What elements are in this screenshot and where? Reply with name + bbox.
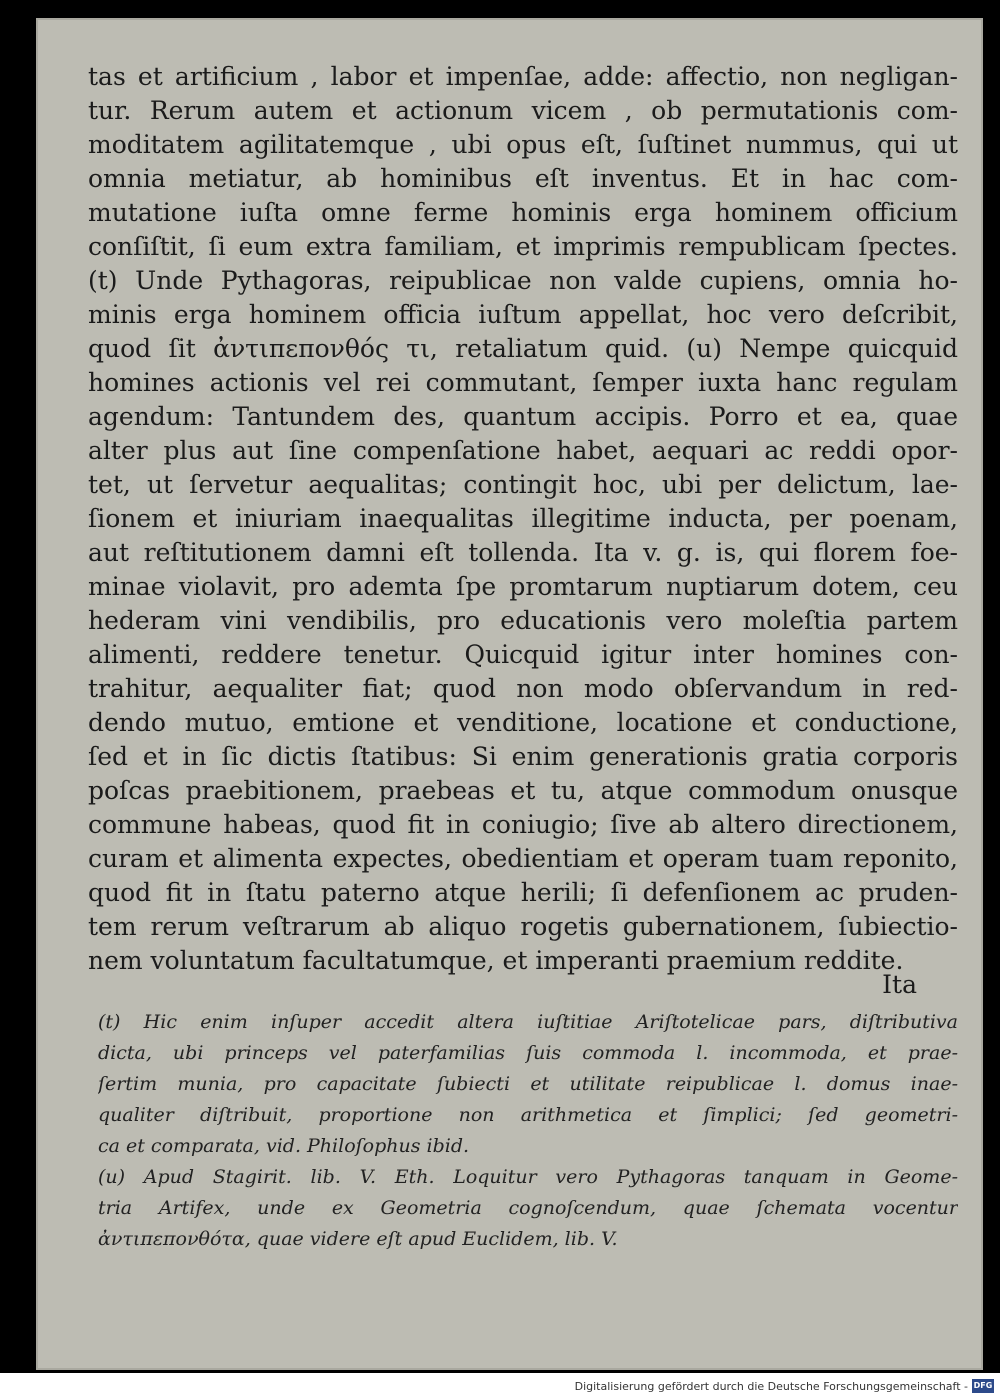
footnotes bbox=[98, 1007, 958, 1255]
text-line: mutatione iuſta omne ferme hominis erga hominem officium bbox=[88, 198, 958, 227]
text-line: minis erga hominem officia iuſtum appellat, hoc vero deſcribit, bbox=[88, 300, 958, 329]
text-line: aut reſtitutionem damni eſt tollenda. Ita v. g. is, qui florem foe- bbox=[88, 538, 958, 567]
book-page bbox=[36, 18, 983, 1370]
text-line: hederam vini vendibilis, pro educationis vero moleſtia partem bbox=[88, 606, 958, 635]
footnote-line: qualiter diſtribuit, proportione non arithmetica et ſimplici; ſed geometri- bbox=[98, 1104, 958, 1126]
text-line: poſcas praebitionem, praebeas et tu, atque commodum onusque bbox=[88, 776, 958, 805]
text-line: moditatem agilitatemque , ubi opus eſt, ſuſtinet nummus, qui ut bbox=[88, 130, 958, 159]
main-text bbox=[88, 60, 958, 978]
footnote-line: tria Artifex, unde ex Geometria cognoſcendum, quae ſchemata vocentur bbox=[98, 1197, 958, 1219]
text-line: trahitur, aequaliter fiat; quod non modo obſervandum in red- bbox=[88, 674, 958, 703]
footnote-line: dicta, ubi princeps vel paterfamilias ſuis commoda l. incommoda, et prae- bbox=[98, 1042, 958, 1064]
text-line: curam et alimenta expectes, obedientiam et operam tuam reponito, bbox=[88, 844, 958, 873]
footnote-line: (u) Apud Stagirit. lib. V. Eth. Loquitur vero Pythagoras tanquam in Geome- bbox=[98, 1166, 958, 1188]
text-line: homines actionis vel rei commutant, ſemper iuxta hanc regulam bbox=[88, 368, 958, 397]
text-line: alter plus aut ſine compenſatione habet, aequari ac reddi opor- bbox=[88, 436, 958, 465]
text-line: tur. Rerum autem et actionum vicem , ob permutationis com- bbox=[88, 96, 958, 125]
footnote-line: ca et comparata, vid. Philoſophus ibid. bbox=[98, 1135, 470, 1157]
text-line: conſiſtit, ſi eum extra familiam, et imprimis rempublicam ſpectes. bbox=[88, 232, 958, 261]
text-line: (t) Unde Pythagoras, reipublicae non valde cupiens, omnia ho- bbox=[88, 266, 958, 295]
text-line: alimenti, reddere tenetur. Quicquid igitur inter homines con- bbox=[88, 640, 958, 669]
text-line: agendum: Tantundem des, quantum accipis. Porro et ea, quae bbox=[88, 402, 958, 431]
text-line: tem rerum veſtrarum ab aliquo rogetis gubernationem, ſubiectio- bbox=[88, 912, 958, 941]
dfg-logo-icon: DFG bbox=[972, 1379, 994, 1393]
catchword: Ita bbox=[882, 970, 917, 999]
text-line: dendo mutuo, emtione et venditione, locatione et conductione, bbox=[88, 708, 958, 737]
footnote-line: ſertim munia, pro capacitate ſubiecti et utilitate reipublicae l. domus inae- bbox=[98, 1073, 958, 1095]
text-line: tet, ut ſervetur aequalitas; contingit hoc, ubi per delictum, lae- bbox=[88, 470, 958, 499]
text-line: ſionem et iniuriam inaequalitas illegitime inducta, per poenam, bbox=[88, 504, 958, 533]
text-line: quod ſit ἀντιπεπονθός τι, retaliatum quid. (u) Nempe quicquid bbox=[88, 334, 958, 363]
text-line: minae violavit, pro ademta ſpe promtarum nuptiarum dotem, ceu bbox=[88, 572, 958, 601]
text-line: tas et artificium , labor et impenſae, adde: affectio, non negligan- bbox=[88, 62, 958, 91]
text-line: commune habeas, quod fit in coniugio; ſive ab altero directionem, bbox=[88, 810, 958, 839]
text-line: quod fit in ſtatu paterno atque herili; ſi defenſionem ac pruden- bbox=[88, 878, 958, 907]
text-line: ſed et in ſic dictis ſtatibus: Si enim generationis gratia corporis bbox=[88, 742, 958, 771]
text-line: nem voluntatum facultatumque, et imperanti praemium reddite. bbox=[88, 946, 904, 975]
footer-bar bbox=[0, 1373, 1000, 1397]
footnote-line: (t) Hic enim inſuper accedit altera iuſtitiae Ariſtotelicae pars, diſtributiva bbox=[98, 1011, 958, 1033]
footer-credit: Digitalisierung gefördert durch die Deutsche Forschungsgemeinschaft - bbox=[574, 1380, 968, 1393]
text-line: omnia metiatur, ab hominibus eſt inventus. Et in hac com- bbox=[88, 164, 958, 193]
footnote-line: ἀντιπεπονθότα, quae videre eſt apud Euclidem, lib. V. bbox=[98, 1228, 618, 1250]
